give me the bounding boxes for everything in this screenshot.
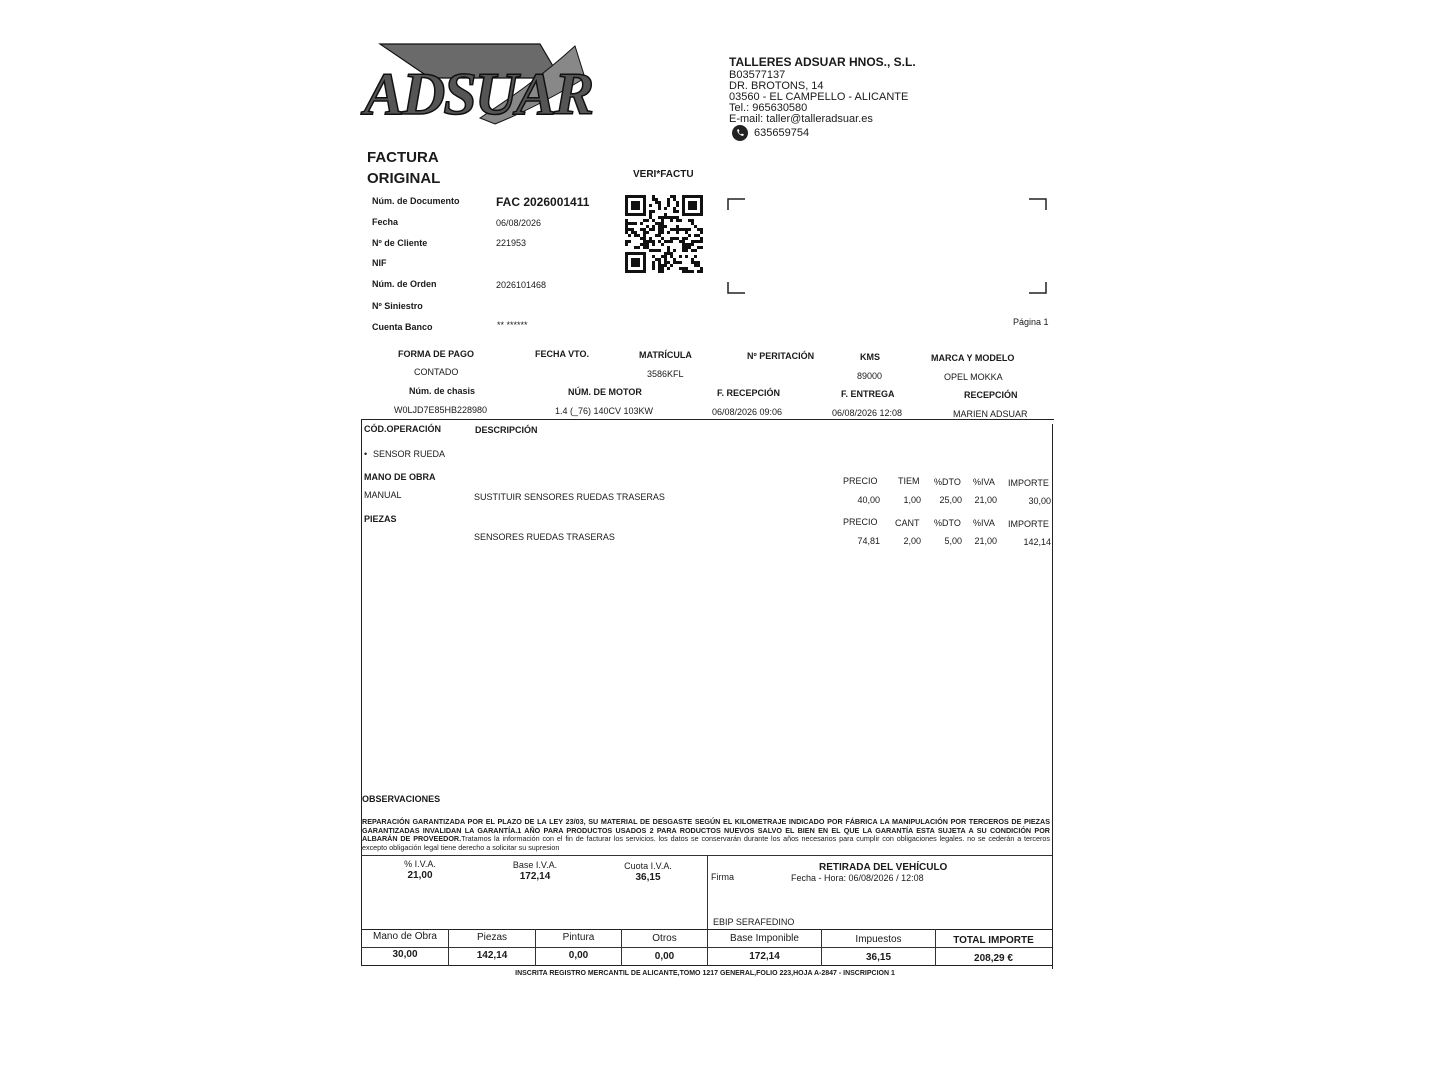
parts-header-iva: %IVA (973, 518, 995, 528)
totals-value-otros: 0,00 (654, 951, 675, 962)
company-name: TALLERES ADSUAR HNOS., S.L. (729, 55, 916, 69)
value-matricula: 3586KFL (647, 369, 684, 379)
label-chasis: Núm. de chasis (409, 386, 476, 396)
pickup-firma-label: Firma (711, 872, 734, 882)
parts-cant: 2,00 (903, 536, 921, 546)
pickup-datetime: Fecha - Hora: 06/08/2026 / 12:08 (791, 873, 924, 883)
labor-desc: SUSTITUIR SENSORES RUEDAS TRASERAS (474, 492, 665, 502)
field-value-fecha: 06/08/2026 (496, 218, 542, 228)
label-recepcion-fecha: F. RECEPCIÓN (717, 388, 781, 398)
tax-value-cuota: 36,15 (635, 872, 661, 883)
observaciones-title: OBSERVACIONES (362, 794, 441, 804)
tax-value-base: 172,14 (519, 871, 551, 882)
parts-header-precio: PRECIO (843, 517, 878, 527)
field-label-nif: NIF (372, 258, 387, 268)
pickup-title: RETIRADA DEL VEHÍCULO (819, 862, 948, 873)
doc-title-original: ORIGINAL (367, 170, 441, 187)
label-forma-pago: FORMA DE PAGO (398, 349, 474, 359)
field-label-fecha: Fecha (372, 217, 399, 227)
value-recepcion: MARIEN ADSUAR (953, 409, 1028, 419)
labor-header-dto: %DTO (934, 477, 961, 487)
legal-conditions (362, 818, 1050, 852)
field-value-orden: 2026101468 (496, 280, 547, 290)
verifactu-qr-code (625, 195, 703, 273)
labor-header-iva: %IVA (973, 477, 995, 487)
whatsapp-icon (732, 125, 748, 141)
labor-title: MANO DE OBRA (364, 472, 436, 482)
registry-footer: INSCRITA REGISTRO MERCANTIL DE ALICANTE,TOMO 1217 GENERAL,FOLIO 223,HOJA A-2847 - INSCRIPCION 1 (515, 970, 895, 977)
totals-label-mano-obra: Mano de Obra (373, 931, 437, 942)
label-marca-modelo: MARCA Y MODELO (931, 353, 1015, 363)
labor-precio: 40,00 (857, 495, 880, 505)
company-city: 03560 - EL CAMPELLO - ALICANTE (729, 91, 909, 103)
labor-tiem: 1,00 (903, 495, 921, 505)
totals-value-piezas: 142,14 (476, 950, 508, 961)
company-whatsapp: 635659754 (754, 127, 810, 139)
label-motor: NÚM. DE MOTOR (568, 387, 642, 397)
pickup-divider (707, 855, 708, 930)
field-label-cuenta: Cuenta Banco (372, 322, 433, 332)
pickup-signer: EBIP SERAFEDINO (713, 917, 795, 927)
main-box-right (1052, 424, 1053, 969)
parts-header-dto: %DTO (934, 518, 961, 528)
field-value-cliente: 221953 (496, 238, 527, 248)
logo-text: ADSUAR (364, 61, 593, 127)
value-kms: 89000 (857, 371, 883, 381)
value-motor: 1.4 (_76) 140CV 103KW (555, 406, 654, 416)
field-label-cliente: Nº de Cliente (372, 238, 428, 248)
parts-title: PIEZAS (364, 514, 397, 524)
label-matricula: MATRÍCULA (639, 350, 692, 360)
col-cod-operacion: CÓD.OPERACIÓN (364, 424, 442, 434)
labor-header-tiem: TIEM (898, 476, 920, 486)
value-marca-modelo: OPEL MOKKA (944, 372, 1003, 382)
company-address: DR. BROTONS, 14 (729, 80, 824, 92)
value-recepcion-fecha: 06/08/2026 09:06 (712, 407, 783, 417)
page-number: Página 1 (1013, 317, 1049, 327)
company-logo (360, 38, 640, 126)
label-kms: KMS (860, 352, 880, 362)
main-box-left (361, 419, 362, 965)
address-corner-br (1029, 282, 1047, 294)
totals-value-pintura: 0,00 (568, 950, 589, 961)
labor-dto: 25,00 (939, 495, 962, 505)
parts-dto: 5,00 (944, 536, 962, 546)
labor-header-importe: IMPORTE (1008, 478, 1049, 488)
totals-value-impuestos: 36,15 (865, 952, 892, 963)
field-value-cuenta: ** ****** (497, 320, 528, 330)
totals-value-total: 208,29 € (974, 953, 1013, 964)
parts-importe: 142,14 (1023, 537, 1051, 547)
totals-value-mano-obra: 30,00 (392, 949, 418, 960)
doc-title-factura: FACTURA (367, 149, 439, 166)
totals-value-base-imponible: 172,14 (749, 951, 780, 962)
tax-value-pct: 21,00 (407, 870, 433, 881)
labor-importe: 30,00 (1028, 496, 1051, 506)
field-value-documento: FAC 2026001411 (496, 195, 590, 209)
totals-label-otros: Otros (652, 933, 677, 944)
main-box-top (361, 419, 1054, 420)
labor-iva: 21,00 (974, 495, 997, 505)
label-peritacion: Nº PERITACIÓN (747, 351, 815, 361)
labor-code: MANUAL (364, 490, 402, 500)
operation-bullet: • (364, 449, 368, 459)
parts-desc: SENSORES RUEDAS TRASERAS (474, 532, 615, 542)
field-label-documento: Núm. de Documento (372, 196, 460, 206)
tax-label-base: Base I.V.A. (512, 860, 558, 870)
totals-label-piezas: Piezas (476, 932, 507, 943)
totals-label-impuestos: Impuestos (855, 934, 902, 945)
parts-header-importe: IMPORTE (1008, 519, 1049, 529)
parts-precio: 74,81 (857, 536, 880, 546)
parts-iva: 21,00 (974, 536, 997, 546)
totals-label-total: TOTAL IMPORTE (953, 935, 1034, 946)
company-email: E-mail: taller@talleradsuar.es (729, 113, 873, 125)
value-forma-pago: CONTADO (414, 367, 459, 377)
label-entrega: F. ENTREGA (841, 389, 895, 399)
label-fecha-vto: FECHA VTO. (535, 349, 590, 359)
col-descripcion: DESCRIPCIÓN (475, 425, 538, 435)
legal-privacy: Tratamos la información con el fin de facturar los servicios. los datos se conservarán durante los años necesarios para cumplir con obligaciones legales. no se cederán a terceros excepto obligación legal tiene derecho a solicitar su supresion (362, 834, 1050, 852)
legal-warranty: REPARACIÓN GARANTIZADA POR EL PLAZO DE LA LEY 23/03, SU MATERIAL DE DESGASTE SEGÚN EL KILOMETRAJE INDICADO POR FÁBRICA LA MANIPULACIÓN POR TERCEROS DE PIEZAS GARANTIZADAS INVALIDAN LA GARANTÍA.1 AÑO PARA PRODUCTOS USADOS 2 PARA RODUCTOS NUEVOS SALVO EL BIEN EN EL QUE LA GARANTÍA ESTA SUJETA A SU CONDICIÓN POR ALBARÁN DE PROVEEDOR. (362, 817, 1050, 844)
company-cif: B03577137 (729, 69, 786, 81)
verifactu-label: VERI*FACTU (633, 169, 694, 180)
address-corner-bl (727, 282, 745, 294)
field-label-orden: Núm. de Orden (372, 279, 437, 289)
value-chasis: W0LJD7E85HB228980 (394, 405, 488, 415)
address-corner-tr (1029, 198, 1047, 210)
value-entrega: 06/08/2026 12:08 (832, 408, 903, 418)
operation-name: SENSOR RUEDA (373, 449, 446, 459)
tax-label-cuota: Cuota I.V.A. (624, 861, 672, 871)
label-recepcion: RECEPCIÓN (964, 390, 1018, 400)
company-tel: Tel.: 965630580 (729, 102, 808, 114)
address-corner-tl (727, 198, 745, 210)
totals-label-pintura: Pintura (562, 932, 595, 943)
tax-label-pct: % I.V.A. (404, 859, 436, 869)
parts-header-cant: CANT (895, 518, 920, 528)
labor-header-precio: PRECIO (843, 476, 878, 486)
field-label-siniestro: Nº Siniestro (372, 301, 423, 311)
totals-label-base-imponible: Base Imponible (730, 933, 799, 944)
